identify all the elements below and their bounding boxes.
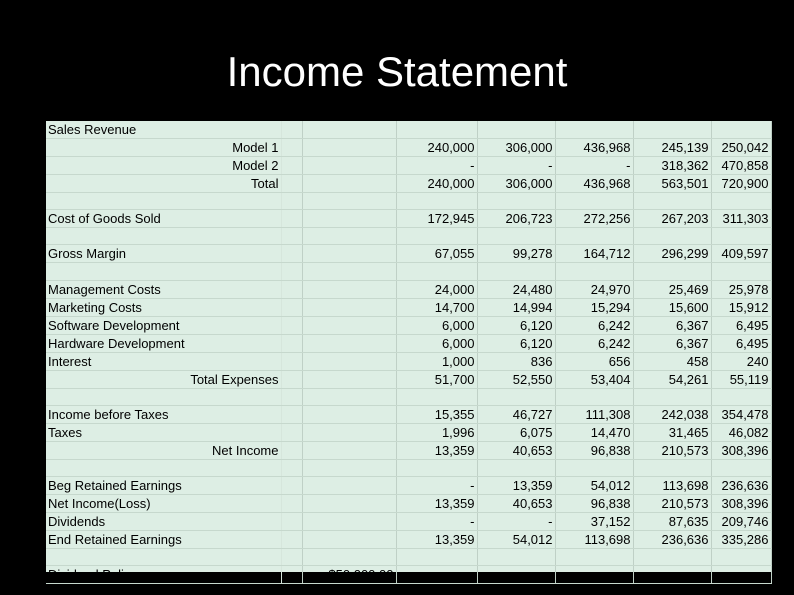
- parameter-cell[interactable]: [302, 423, 396, 441]
- row-label[interactable]: End Retained Earnings: [46, 530, 281, 548]
- row-label[interactable]: Gross Margin: [46, 245, 281, 263]
- row-label[interactable]: Dividends: [46, 512, 281, 530]
- value-cell[interactable]: 40,653: [477, 494, 555, 512]
- value-cell[interactable]: 206,723: [477, 210, 555, 228]
- parameter-cell[interactable]: [302, 530, 396, 548]
- table-row: [46, 441, 771, 459]
- row-label[interactable]: Net Income(Loss): [46, 494, 281, 512]
- parameter-cell[interactable]: [302, 298, 396, 316]
- value-cell[interactable]: [396, 459, 477, 476]
- row-label[interactable]: [46, 388, 281, 405]
- value-cell[interactable]: [396, 228, 477, 245]
- value-cell[interactable]: [633, 263, 711, 280]
- value-cell[interactable]: 24,970: [555, 280, 633, 298]
- value-cell[interactable]: 563,501: [633, 175, 711, 193]
- spacer-cell[interactable]: [281, 193, 302, 210]
- value-cell[interactable]: [477, 228, 555, 245]
- value-cell[interactable]: [555, 228, 633, 245]
- row-label[interactable]: Beg Retained Earnings: [46, 476, 281, 494]
- row-label[interactable]: Sales Revenue: [46, 121, 281, 139]
- row-label[interactable]: Taxes: [46, 423, 281, 441]
- table-row: [46, 512, 771, 530]
- value-cell[interactable]: 13,359: [477, 476, 555, 494]
- value-cell[interactable]: 6,000: [396, 334, 477, 352]
- parameter-cell[interactable]: [302, 139, 396, 157]
- row-label[interactable]: Total: [46, 175, 281, 193]
- parameter-cell[interactable]: [302, 175, 396, 193]
- value-cell[interactable]: -: [477, 512, 555, 530]
- value-cell[interactable]: [711, 263, 771, 280]
- value-cell[interactable]: 6,120: [477, 316, 555, 334]
- value-cell[interactable]: 240,000: [396, 175, 477, 193]
- value-cell[interactable]: 24,480: [477, 280, 555, 298]
- table-row: [46, 228, 771, 245]
- value-cell[interactable]: [396, 388, 477, 405]
- value-cell[interactable]: 40,653: [477, 441, 555, 459]
- row-label[interactable]: [46, 228, 281, 245]
- value-cell[interactable]: [396, 193, 477, 210]
- parameter-cell[interactable]: [302, 388, 396, 405]
- value-cell[interactable]: 13,359: [396, 441, 477, 459]
- parameter-cell[interactable]: [302, 459, 396, 476]
- value-cell[interactable]: 318,362: [633, 157, 711, 175]
- table-row: [46, 388, 771, 405]
- row-label[interactable]: [46, 193, 281, 210]
- value-cell[interactable]: 335,286: [711, 530, 771, 548]
- parameter-cell[interactable]: [302, 121, 396, 139]
- value-cell[interactable]: 25,469: [633, 280, 711, 298]
- spacer-cell[interactable]: [281, 566, 302, 584]
- spacer-cell[interactable]: [281, 263, 302, 280]
- value-cell[interactable]: 55,119: [711, 370, 771, 388]
- table-row: [46, 405, 771, 423]
- value-cell[interactable]: [477, 263, 555, 280]
- value-cell[interactable]: 272,256: [555, 210, 633, 228]
- value-cell[interactable]: [633, 548, 711, 565]
- table-row: [46, 157, 771, 175]
- value-cell[interactable]: 354,478: [711, 405, 771, 423]
- value-cell[interactable]: [396, 548, 477, 565]
- value-cell[interactable]: 54,012: [477, 530, 555, 548]
- value-cell[interactable]: 25,978: [711, 280, 771, 298]
- row-label[interactable]: Management Costs: [46, 280, 281, 298]
- table-row: [46, 530, 771, 548]
- row-label[interactable]: Cost of Goods Sold: [46, 210, 281, 228]
- value-cell[interactable]: 54,012: [555, 476, 633, 494]
- value-cell[interactable]: 67,055: [396, 245, 477, 263]
- value-cell[interactable]: [711, 566, 771, 584]
- value-cell[interactable]: 436,968: [555, 175, 633, 193]
- parameter-cell[interactable]: [302, 210, 396, 228]
- value-cell[interactable]: [711, 193, 771, 210]
- row-label[interactable]: [46, 459, 281, 476]
- value-cell[interactable]: 1,000: [396, 352, 477, 370]
- value-cell[interactable]: 311,303: [711, 210, 771, 228]
- value-cell[interactable]: 209,746: [711, 512, 771, 530]
- value-cell[interactable]: 14,994: [477, 298, 555, 316]
- value-cell[interactable]: 15,600: [633, 298, 711, 316]
- table-row: [46, 280, 771, 298]
- value-cell[interactable]: 14,470: [555, 423, 633, 441]
- value-cell[interactable]: 51,700: [396, 370, 477, 388]
- value-cell[interactable]: 15,355: [396, 405, 477, 423]
- parameter-cell[interactable]: [302, 548, 396, 565]
- value-cell[interactable]: [711, 548, 771, 565]
- spacer-cell[interactable]: [281, 139, 302, 157]
- table-row: [46, 370, 771, 388]
- value-cell[interactable]: [555, 121, 633, 139]
- value-cell[interactable]: 6,075: [477, 423, 555, 441]
- value-cell[interactable]: 210,573: [633, 441, 711, 459]
- value-cell[interactable]: [477, 548, 555, 565]
- row-label[interactable]: Net Income: [46, 441, 281, 459]
- value-cell[interactable]: 164,712: [555, 245, 633, 263]
- value-cell[interactable]: [477, 121, 555, 139]
- value-cell[interactable]: [633, 388, 711, 405]
- value-cell[interactable]: 13,359: [396, 530, 477, 548]
- value-cell[interactable]: 113,698: [555, 530, 633, 548]
- value-cell[interactable]: [477, 193, 555, 210]
- spacer-cell[interactable]: [281, 245, 302, 263]
- value-cell[interactable]: [711, 388, 771, 405]
- spacer-cell[interactable]: [281, 512, 302, 530]
- value-cell[interactable]: [633, 566, 711, 584]
- parameter-cell[interactable]: [302, 370, 396, 388]
- table-row: [46, 334, 771, 352]
- value-cell[interactable]: [711, 459, 771, 476]
- value-cell[interactable]: 245,139: [633, 139, 711, 157]
- row-label[interactable]: Software Development: [46, 316, 281, 334]
- spacer-cell[interactable]: [281, 175, 302, 193]
- parameter-cell[interactable]: [302, 441, 396, 459]
- value-cell[interactable]: [633, 121, 711, 139]
- value-cell[interactable]: [633, 459, 711, 476]
- table-row: [46, 121, 771, 139]
- income-statement-table: [46, 121, 772, 584]
- parameter-cell[interactable]: [302, 405, 396, 423]
- row-label[interactable]: [46, 263, 281, 280]
- row-label[interactable]: Model 1: [46, 139, 281, 157]
- parameter-cell[interactable]: [302, 494, 396, 512]
- value-cell[interactable]: [396, 121, 477, 139]
- value-cell[interactable]: [555, 193, 633, 210]
- spacer-cell[interactable]: [281, 459, 302, 476]
- value-cell[interactable]: 236,636: [633, 530, 711, 548]
- spacer-cell[interactable]: [281, 405, 302, 423]
- parameter-cell[interactable]: [302, 193, 396, 210]
- value-cell[interactable]: 470,858: [711, 157, 771, 175]
- value-cell[interactable]: 267,203: [633, 210, 711, 228]
- parameter-cell[interactable]: [302, 263, 396, 280]
- spacer-cell[interactable]: [281, 476, 302, 494]
- spacer-cell[interactable]: [281, 316, 302, 334]
- row-label[interactable]: Dividend Policy: [46, 566, 281, 584]
- spacer-cell[interactable]: [281, 423, 302, 441]
- value-cell[interactable]: 87,635: [633, 512, 711, 530]
- value-cell[interactable]: 15,294: [555, 298, 633, 316]
- spacer-cell[interactable]: [281, 334, 302, 352]
- value-cell[interactable]: 99,278: [477, 245, 555, 263]
- spacer-cell[interactable]: [281, 280, 302, 298]
- value-cell[interactable]: 656: [555, 352, 633, 370]
- value-cell[interactable]: [633, 193, 711, 210]
- parameter-cell[interactable]: [302, 280, 396, 298]
- value-cell[interactable]: 15,912: [711, 298, 771, 316]
- parameter-cell[interactable]: [302, 228, 396, 245]
- table-row: [46, 245, 771, 263]
- value-cell[interactable]: 46,082: [711, 423, 771, 441]
- value-cell[interactable]: 6,242: [555, 334, 633, 352]
- value-cell[interactable]: 836: [477, 352, 555, 370]
- value-cell[interactable]: [396, 566, 477, 584]
- table-row: [46, 352, 771, 370]
- spacer-cell[interactable]: [281, 210, 302, 228]
- value-cell[interactable]: 236,636: [711, 476, 771, 494]
- value-cell[interactable]: 458: [633, 352, 711, 370]
- value-cell[interactable]: [477, 459, 555, 476]
- table-row: [46, 298, 771, 316]
- value-cell[interactable]: 308,396: [711, 494, 771, 512]
- value-cell[interactable]: 96,838: [555, 494, 633, 512]
- value-cell[interactable]: [477, 566, 555, 584]
- value-cell[interactable]: 14,700: [396, 298, 477, 316]
- value-cell[interactable]: 52,550: [477, 370, 555, 388]
- value-cell[interactable]: 111,308: [555, 405, 633, 423]
- value-cell[interactable]: 436,968: [555, 139, 633, 157]
- parameter-cell[interactable]: [302, 512, 396, 530]
- value-cell[interactable]: 31,465: [633, 423, 711, 441]
- row-label[interactable]: Hardware Development: [46, 334, 281, 352]
- value-cell[interactable]: 210,573: [633, 494, 711, 512]
- spacer-cell[interactable]: [281, 388, 302, 405]
- spreadsheet: [46, 121, 771, 583]
- spacer-cell[interactable]: [281, 157, 302, 175]
- value-cell[interactable]: -: [396, 157, 477, 175]
- spacer-cell[interactable]: [281, 352, 302, 370]
- row-label[interactable]: Model 2: [46, 157, 281, 175]
- value-cell[interactable]: [555, 263, 633, 280]
- value-cell[interactable]: 240: [711, 352, 771, 370]
- row-label[interactable]: [46, 548, 281, 565]
- spacer-cell[interactable]: [281, 494, 302, 512]
- value-cell[interactable]: 242,038: [633, 405, 711, 423]
- parameter-cell[interactable]: [302, 352, 396, 370]
- parameter-cell[interactable]: [302, 316, 396, 334]
- value-cell[interactable]: -: [477, 157, 555, 175]
- value-cell[interactable]: [477, 388, 555, 405]
- spacer-cell[interactable]: [281, 370, 302, 388]
- value-cell[interactable]: [711, 121, 771, 139]
- table-row: [46, 193, 771, 210]
- table-row: [46, 494, 771, 512]
- value-cell[interactable]: 306,000: [477, 139, 555, 157]
- spacer-cell[interactable]: [281, 228, 302, 245]
- value-cell[interactable]: 250,042: [711, 139, 771, 157]
- value-cell[interactable]: [555, 388, 633, 405]
- value-cell[interactable]: 306,000: [477, 175, 555, 193]
- value-cell[interactable]: 6,495: [711, 334, 771, 352]
- value-cell[interactable]: 720,900: [711, 175, 771, 193]
- parameter-cell[interactable]: [302, 157, 396, 175]
- table-row: [46, 423, 771, 441]
- value-cell[interactable]: [711, 228, 771, 245]
- parameter-cell[interactable]: [302, 476, 396, 494]
- row-label[interactable]: Marketing Costs: [46, 298, 281, 316]
- value-cell[interactable]: 53,404: [555, 370, 633, 388]
- row-label[interactable]: Total Expenses: [46, 370, 281, 388]
- spacer-cell[interactable]: [281, 441, 302, 459]
- value-cell[interactable]: 6,367: [633, 334, 711, 352]
- value-cell[interactable]: 37,152: [555, 512, 633, 530]
- value-cell[interactable]: 240,000: [396, 139, 477, 157]
- value-cell[interactable]: -: [555, 157, 633, 175]
- value-cell[interactable]: -: [396, 476, 477, 494]
- value-cell[interactable]: 172,945: [396, 210, 477, 228]
- value-cell[interactable]: 6,495: [711, 316, 771, 334]
- value-cell[interactable]: 113,698: [633, 476, 711, 494]
- parameter-cell[interactable]: $50,000.00: [302, 566, 396, 584]
- value-cell[interactable]: 46,727: [477, 405, 555, 423]
- table-row: [46, 139, 771, 157]
- table-row: [46, 316, 771, 334]
- value-cell[interactable]: 6,120: [477, 334, 555, 352]
- value-cell[interactable]: 409,597: [711, 245, 771, 263]
- value-cell[interactable]: -: [396, 512, 477, 530]
- page-title: Income Statement: [226, 48, 568, 95]
- value-cell[interactable]: 1,996: [396, 423, 477, 441]
- spacer-cell[interactable]: [281, 530, 302, 548]
- table-row: [46, 175, 771, 193]
- table-row: [46, 566, 771, 584]
- value-cell[interactable]: 6,367: [633, 316, 711, 334]
- value-cell[interactable]: [633, 228, 711, 245]
- value-cell[interactable]: [555, 548, 633, 565]
- row-label[interactable]: Interest: [46, 352, 281, 370]
- table-row: [46, 459, 771, 476]
- spacer-cell[interactable]: [281, 121, 302, 139]
- table-row: [46, 210, 771, 228]
- value-cell[interactable]: [555, 566, 633, 584]
- table-row: [46, 263, 771, 280]
- value-cell[interactable]: [555, 459, 633, 476]
- value-cell[interactable]: 6,000: [396, 316, 477, 334]
- value-cell[interactable]: 96,838: [555, 441, 633, 459]
- table-row: [46, 548, 771, 565]
- parameter-cell[interactable]: [302, 334, 396, 352]
- parameter-cell[interactable]: [302, 245, 396, 263]
- value-cell[interactable]: 308,396: [711, 441, 771, 459]
- value-cell[interactable]: 296,299: [633, 245, 711, 263]
- value-cell[interactable]: 6,242: [555, 316, 633, 334]
- value-cell[interactable]: [396, 263, 477, 280]
- spacer-cell[interactable]: [281, 298, 302, 316]
- row-label[interactable]: Income before Taxes: [46, 405, 281, 423]
- spacer-cell[interactable]: [281, 548, 302, 565]
- table-row: [46, 476, 771, 494]
- value-cell[interactable]: 13,359: [396, 494, 477, 512]
- value-cell[interactable]: 54,261: [633, 370, 711, 388]
- value-cell[interactable]: 24,000: [396, 280, 477, 298]
